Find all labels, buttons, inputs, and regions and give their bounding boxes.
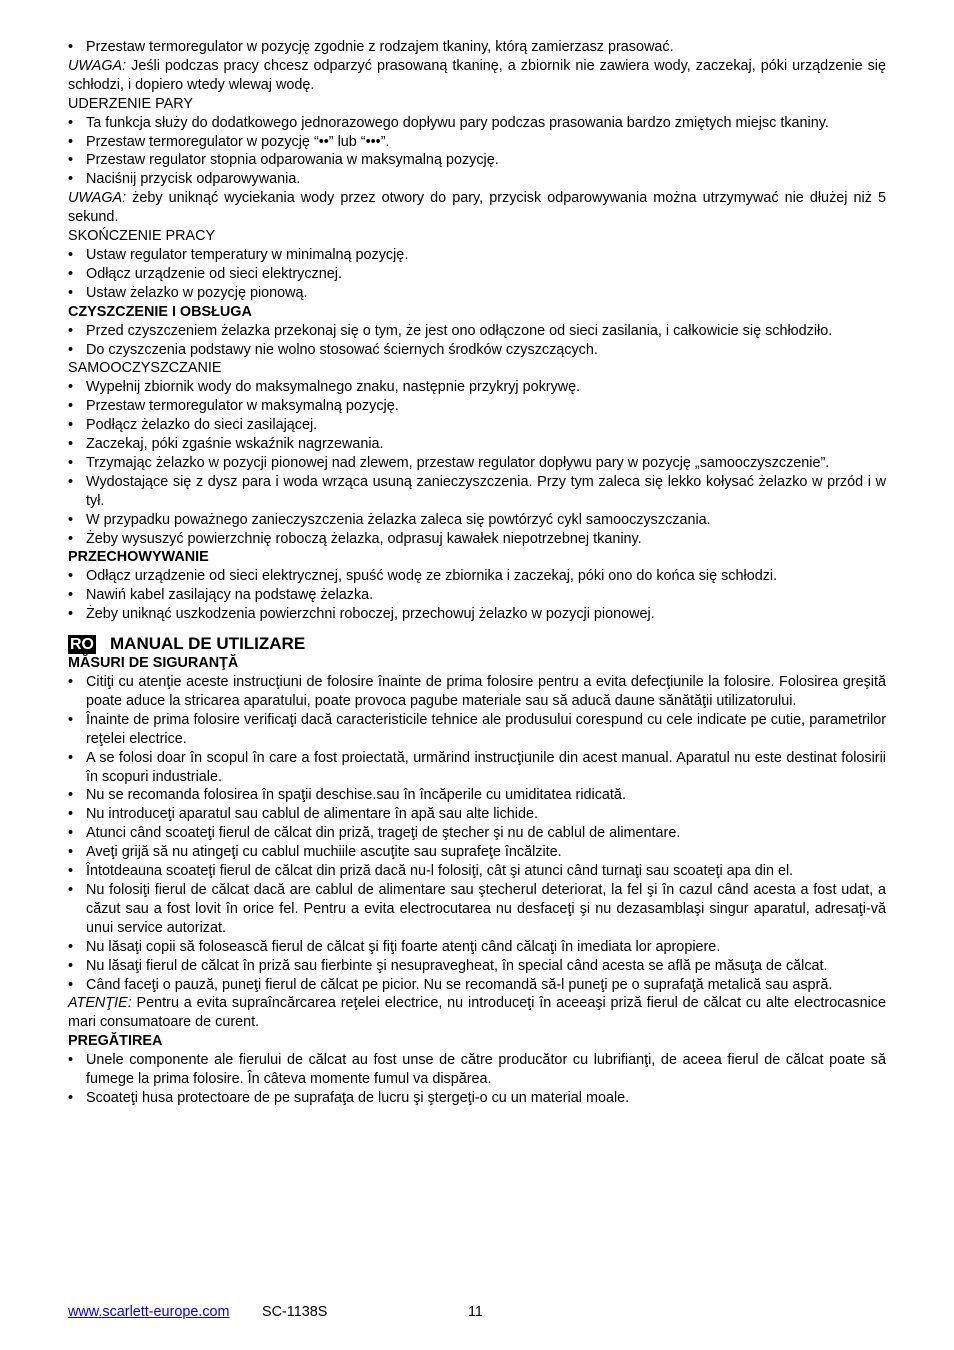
list-item <box>68 824 886 843</box>
bullet-icon: • <box>68 171 74 188</box>
list-item-text: Przestaw termoregulator w pozycję “••” lub “•••”. <box>86 133 390 150</box>
bullet-icon: • <box>68 39 74 55</box>
list-item-text: Przed czyszczeniem żelazka przekonaj się o tym, że jest ono odłączone od sieci zasilania, i całkowicie się schłodziło. <box>86 322 833 339</box>
bullet-icon: • <box>68 265 74 282</box>
bullet-icon: • <box>68 322 74 339</box>
list-item <box>68 38 886 57</box>
list-item <box>68 435 886 454</box>
bullet-icon: • <box>68 511 74 528</box>
website-link[interactable]: www.scarlett-europe.com <box>68 1304 230 1320</box>
list-item <box>68 843 886 862</box>
list-item <box>68 786 886 805</box>
list-item <box>68 957 886 976</box>
list-item-text: Przestaw termoregulator w maksymalną pozycję. <box>86 398 399 415</box>
list-item <box>68 133 886 152</box>
bullet-icon: • <box>68 606 74 623</box>
pl-finish-list <box>68 246 886 303</box>
list-item <box>68 284 886 303</box>
model-number: SC-1138S <box>262 1304 328 1320</box>
bullet-icon: • <box>68 881 74 898</box>
page-number: 11 <box>468 1304 483 1320</box>
ro-safety-heading: MĂSURI DE SIGURANŢĂ <box>68 655 239 672</box>
bullet-icon: • <box>68 473 74 490</box>
list-item-text: Odłącz urządzenie od sieci elektrycznej, spuść wodę ze zbiornika i zaczekaj, póki ono do końca się schłodzi. <box>86 568 778 585</box>
bullet-icon: • <box>68 133 74 150</box>
list-item <box>68 454 886 473</box>
list-item <box>68 151 886 170</box>
list-item <box>68 1051 886 1089</box>
list-item <box>68 378 886 397</box>
bullet-icon: • <box>68 863 74 880</box>
list-item <box>68 114 886 133</box>
list-item <box>68 711 886 749</box>
list-item <box>68 473 886 511</box>
bullet-icon: • <box>68 246 74 263</box>
pl-steam-list <box>68 114 886 190</box>
bullet-icon: • <box>68 398 74 415</box>
list-item <box>68 416 886 435</box>
bullet-icon: • <box>68 587 74 604</box>
list-item-text: Trzymając żelazko w pozycji pionowej nad zlewem, przestaw regulator dopływu pary w pozycję „samooczyszczenie”. <box>86 454 830 471</box>
pl-self-clean-heading: SAMOOCZYSZCZANIE <box>68 360 222 377</box>
list-item <box>68 586 886 605</box>
bullet-icon: • <box>68 454 74 471</box>
list-item-text: Atunci când scoateţi fierul de călcat din priză, trageţi de ştecher şi nu de cablul de alimentare. <box>86 825 681 842</box>
list-item <box>68 397 886 416</box>
pl-clean-list <box>68 322 886 360</box>
bullet-icon: • <box>68 825 74 842</box>
list-item <box>68 938 886 957</box>
bullet-icon: • <box>68 957 74 974</box>
document-page <box>68 38 886 1108</box>
list-item <box>68 530 886 549</box>
list-item-text: Nu folosiţi fierul de călcat dacă are cablul de alimentare sau ştecherul deteriorat, la fel şi în cazul când acesta a fost udat, a căzut sau a fost lovit în orice fel. Pentru a evita electrocutarea nu desfaceţi şi nu dezasamblaşi singur aparatul, adresaţi-vă unui service autorizat. <box>86 881 886 936</box>
bullet-icon: • <box>68 1089 74 1106</box>
ro-prep-list <box>68 1051 886 1108</box>
bullet-icon: • <box>68 417 74 434</box>
list-item-text: W przypadku poważnego zanieczyszczenia żelazka zaleca się powtórzyć cykl samooczyszczania. <box>86 511 711 528</box>
list-item <box>68 265 886 284</box>
list-item-text: Ustaw regulator temperatury w minimalną pozycję. <box>86 246 409 263</box>
list-item-text: Scoateţi husa protectoare de pe suprafaţa de lucru şi ştergeţi-o cu un material moale. <box>86 1089 630 1106</box>
list-item <box>68 673 886 711</box>
list-item-text: Nu lăsaţi copii să folosească fierul de călcat şi fiţi foarte atenţi când călcaţi în imediata lor apropiere. <box>86 938 721 955</box>
list-item-text: Żeby uniknąć uszkodzenia powierzchni roboczej, przechowuj żelazko w pozycji pionowej. <box>86 606 655 623</box>
ro-section-title <box>68 634 886 654</box>
list-item <box>68 246 886 265</box>
list-item <box>68 862 886 881</box>
list-item <box>68 322 886 341</box>
list-item-text: Zaczekaj, póki zgaśnie wskaźnik nagrzewania. <box>86 436 384 453</box>
bullet-icon: • <box>68 1052 74 1069</box>
bullet-icon: • <box>68 806 74 823</box>
pl-steam-heading: UDERZENIE PARY <box>68 95 194 112</box>
list-item-text: Când faceţi o pauză, puneţi fierul de călcat pe picior. Nu se recomandă să-l puneţi pe o suprafaţă metalică sau aspră. <box>86 976 833 993</box>
pl-note-1: UWAGA: Jeśli podczas pracy chcesz odparzyć prasowaną tkaninę, a zbiornik nie zawiera wody, zaczekaj, póki urządzenie się schłodzi, i dopiero wtedy wlewaj wodę. <box>68 57 886 93</box>
bullet-icon: • <box>68 114 74 131</box>
bullet-icon: • <box>68 844 74 861</box>
list-item <box>68 341 886 360</box>
list-item-text: Ta funkcja służy do dodatkowego jednorazowego dopływu pary podczas prasowania bardzo zmiętych miejsc tkaniny. <box>86 114 829 131</box>
list-item-text: Wydostające się z dysz para i woda wrząca usuną zanieczyszczenia. Przy tym zaleca się lekko kołysać żelazko w przód i w tył. <box>86 473 886 509</box>
pl-storage-heading: PRZECHOWYWANIE <box>68 549 209 566</box>
bullet-icon: • <box>68 152 74 169</box>
list-item-text: Întotdeauna scoateţi fierul de călcat din priză dacă nu-l folosiţi, cât şi atunci când turnaţi sau scoateţi apa din el. <box>86 863 794 880</box>
list-item-text: Ustaw żelazko w pozycję pionową. <box>86 284 308 301</box>
bullet-icon: • <box>68 568 74 585</box>
list-item-text: Nawiń kabel zasilający na podstawę żelazka. <box>86 587 374 604</box>
list-item-text: Nu se recomanda folosirea în spaţii deschise.sau în încăperile cu umiditatea ridicată. <box>86 787 626 804</box>
list-item-text: Przestaw termoregulator w pozycję zgodnie z rodzajem tkaniny, którą zamierzasz prasować. <box>86 39 674 55</box>
bullet-icon: • <box>68 674 74 690</box>
bullet-icon: • <box>68 711 74 728</box>
language-badge: RO <box>70 635 94 653</box>
list-item <box>68 170 886 189</box>
pl-note-2: UWAGA: żeby uniknąć wyciekania wody przez otwory do pary, przycisk odparowywania można utrzymywać nie dłużej niż 5 sekund. <box>68 190 886 226</box>
ro-manual-title: MANUAL DE UTILIZARE <box>110 634 306 654</box>
list-item-text: Unele componente ale fierului de călcat au fost unse de către producător cu lubrifianţi, de aceea fierul de călcat poate să fumege la prima folosire. În câteva momente fumul va dispărea. <box>86 1052 886 1088</box>
list-item-text: Do czyszczenia podstawy nie wolno stosować ściernych środków czyszczących. <box>86 341 598 358</box>
list-item-text: Wypełnij zbiornik wody do maksymalnego znaku, następnie przykryj pokrywę. <box>86 379 581 396</box>
list-item-text: Podłącz żelazko do sieci zasilającej. <box>86 417 318 434</box>
ro-prep-heading: PREGĂTIREA <box>68 1033 163 1050</box>
list-item-text: Citiţi cu atenţie aceste instrucţiuni de folosire înainte de prima folosire pentru a evita defecţiunile la folosire. Folosirea greşită poate aduce la stricarea aparatului, poate provoca pagube materiale sau să aducă daune sănătăţii utilizatorului. <box>86 674 886 709</box>
bullet-icon: • <box>68 976 74 993</box>
list-item <box>68 749 886 787</box>
pl-self-clean-list <box>68 378 886 548</box>
list-item <box>68 511 886 530</box>
ro-safety-list <box>68 673 886 994</box>
page-footer <box>68 1303 886 1321</box>
list-item-text: Nu lăsaţi fierul de călcat în priză sau fierbinte şi nesupravegheat, în special când acesta se află pe măsuţa de călcat. <box>86 957 828 974</box>
list-item <box>68 605 886 624</box>
pl-finish-heading: SKOŃCZENIE PRACY <box>68 228 216 245</box>
bullet-icon: • <box>68 787 74 804</box>
bullet-icon: • <box>68 938 74 955</box>
pl-storage-list <box>68 567 886 624</box>
bullet-icon: • <box>68 341 74 358</box>
list-item-text: Przestaw regulator stopnia odparowania w maksymalną pozycję. <box>86 152 499 169</box>
ro-attention-note: ATENŢIE: Pentru a evita supraîncărcarea reţelei electrice, nu introduceţi în aceeaşi priză fierul de călcat cu alte electrocasnice mari consumatoare de curent. <box>68 995 886 1031</box>
list-item-text: A se folosi doar în scopul în care a fost proiectată, urmărind instrucţiunile din acest manual. Aparatul nu este destinat folosirii în scopuri industriale. <box>86 749 886 785</box>
list-item-text: Naciśnij przycisk odparowywania. <box>86 171 301 188</box>
list-item-text: Înainte de prima folosire verificaţi dacă caracteristicile tehnice ale produsului corespund cu cele indicate pe cutie, parametrilor reţelei electrice. <box>86 711 886 747</box>
list-item-text: Nu introduceţi aparatul sau cablul de alimentare în apă sau alte lichide. <box>86 806 538 823</box>
list-item <box>68 976 886 995</box>
pl-intro-list <box>68 38 886 57</box>
list-item <box>68 881 886 938</box>
bullet-icon: • <box>68 436 74 453</box>
bullet-icon: • <box>68 284 74 301</box>
bullet-icon: • <box>68 379 74 396</box>
list-item <box>68 1089 886 1108</box>
list-item <box>68 805 886 824</box>
list-item <box>68 567 886 586</box>
list-item-text: Aveţi grijă să nu atingeţi cu cablul muchiile ascuţite sau suprafeţe încălzite. <box>86 844 562 861</box>
pl-clean-heading: CZYSZCZENIE I OBSŁUGA <box>68 303 252 320</box>
list-item-text: Żeby wysuszyć powierzchnię roboczą żelazka, odprasuj kawałek niepotrzebnej tkaniny. <box>86 530 642 547</box>
bullet-icon: • <box>68 530 74 547</box>
bullet-icon: • <box>68 749 74 766</box>
list-item-text: Odłącz urządzenie od sieci elektrycznej. <box>86 265 342 282</box>
